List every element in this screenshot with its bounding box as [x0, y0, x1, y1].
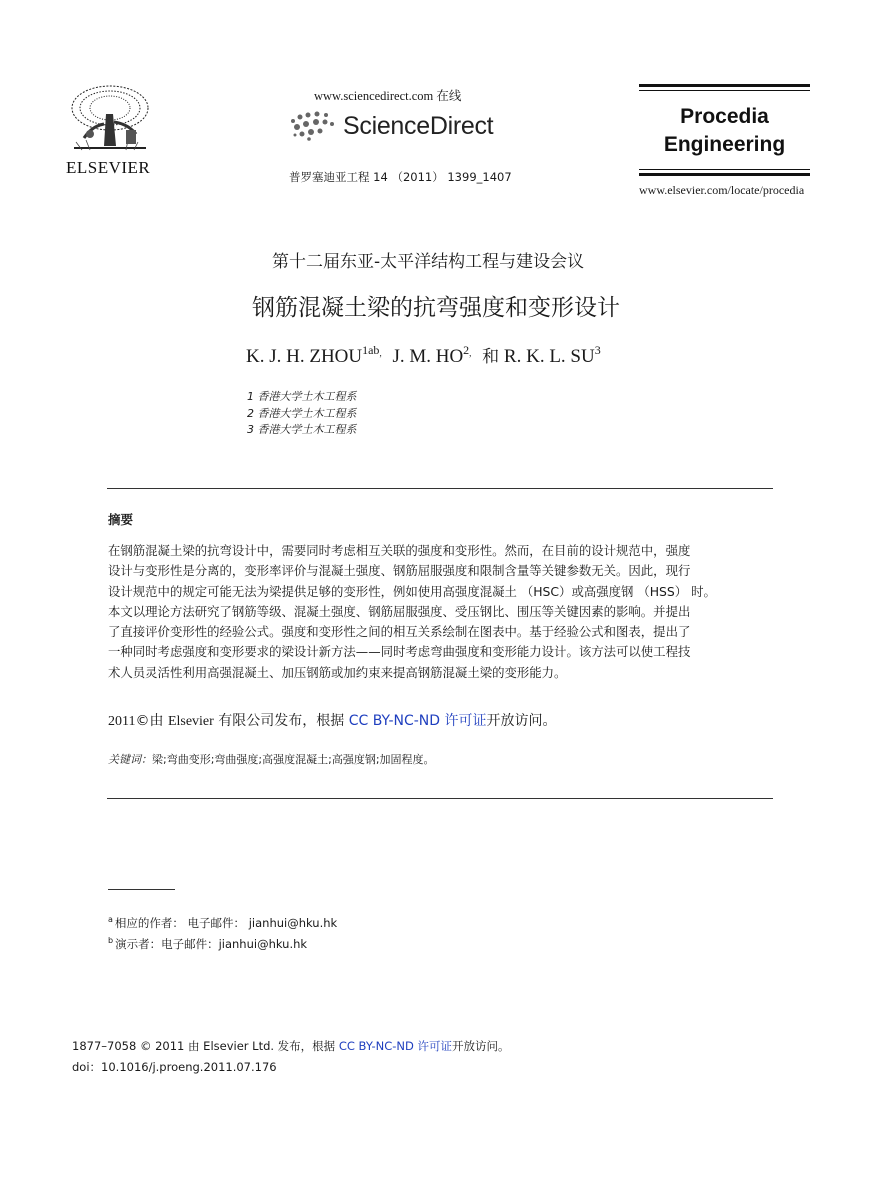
footnote-mark: a — [108, 915, 113, 924]
rule-top — [639, 84, 810, 87]
journal-title-line1: Procedia — [680, 105, 769, 128]
footnote-text: 演示者：电子邮件：jianhui@hku.hk — [115, 937, 308, 951]
abstract-text — [108, 541, 776, 683]
pub-year: 2011 — [108, 714, 136, 729]
footnotes — [108, 911, 337, 953]
keywords — [108, 751, 435, 767]
footnote-mark: b — [108, 936, 114, 945]
author-affil-mark: 3 — [594, 343, 601, 357]
abstract-heading: 摘要 — [108, 512, 134, 527]
elsevier-tree-icon — [66, 84, 154, 156]
author-separator: , — [469, 348, 472, 358]
sciencedirect-logo[interactable] — [289, 108, 493, 144]
sciencedirect-brand: ScienceDirect — [343, 111, 494, 140]
author-separator: , — [379, 348, 382, 358]
author-name: R. K. L. SU — [503, 346, 595, 367]
abstract-line: 设计规范中的规定可能无法为梁提供足够的变形性，例如使用高强度混凝土 （HSC）或高强度钢 （HSS） 时。 — [108, 583, 716, 599]
journal-title — [639, 103, 810, 159]
author-affil-mark: 2 — [463, 343, 470, 357]
pub-text: ©由 — [135, 713, 168, 729]
journal-title-box — [639, 84, 810, 176]
affiliation-item: 3 香港大学土木工程系 — [247, 423, 357, 436]
rule-bottom — [639, 173, 810, 176]
abstract-line: 术人员灵活性利用高强混凝土、加压钢筋或加约束来提高钢筋混凝土梁的变形能力。 — [108, 664, 567, 680]
author-affil-mark: 1ab — [362, 343, 380, 357]
affiliation-item: 2 香港大学土木工程系 — [247, 406, 357, 420]
publication-note — [108, 710, 557, 730]
abstract-line: 了直接评价变形性的经验公式。强度和变形性之间的相互关系绘制在图表中。基于经验公式和图表，提出了 — [108, 624, 691, 640]
author-conjunction: 和 — [482, 347, 500, 367]
author-name: K. J. H. ZHOU — [246, 346, 363, 367]
sciencedirect-dots-icon — [289, 111, 335, 141]
journal-url[interactable]: www.elsevier.com/locate/procedia — [639, 183, 805, 197]
pub-text: 开放访问。 — [486, 713, 557, 729]
author-name: J. M. HO — [392, 346, 464, 367]
journal-title-line2: Engineering — [663, 133, 786, 156]
footnote-rule — [108, 889, 175, 890]
affiliation-item: 1 香港大学土木工程系 — [247, 390, 357, 403]
conference-name: 第十二届东亚-太平洋结构工程与建设会议 — [272, 252, 585, 272]
sciencedirect-url[interactable]: www.sciencedirect.com 在线 — [314, 89, 462, 103]
article-title: 钢筋混凝土梁的抗弯强度和变形设计 — [252, 295, 620, 321]
affiliations — [247, 389, 357, 439]
elsevier-logo — [66, 84, 156, 178]
bottom-metadata — [72, 1036, 510, 1078]
keywords-list: 梁;弯曲变形;弯曲强度;高强度混凝土;高强度钢;加固程度。 — [152, 753, 435, 766]
abstract-line: 设计与变形性是分离的，变形率评价与混凝土强度、钢筋屈服强度和限制含量等关键参数无关。因此，现行 — [108, 563, 691, 579]
license-link[interactable]: CC BY-NC-ND 许可证 — [348, 713, 487, 729]
footnote-a — [108, 911, 337, 932]
issn-text: 1877–7058 © 2011 由 Elsevier Ltd. 发布，根据 — [72, 1039, 339, 1053]
divider-bottom — [107, 798, 773, 799]
author-list — [246, 342, 601, 368]
journal-citation: 普罗塞迪亚工程 14 （2011） 1399_1407 — [289, 170, 512, 184]
footnote-b — [108, 932, 337, 953]
issn-tail: 开放访问。 — [452, 1039, 510, 1053]
pub-publisher: Elsevier — [167, 714, 214, 729]
rule-top-thin — [639, 90, 810, 91]
footnote-text: 相应的作者： 电子邮件： jianhui@hku.hk — [114, 916, 338, 930]
bottom-license-link[interactable]: CC BY-NC-ND 许可证 — [338, 1039, 453, 1053]
abstract-line: 一种同时考虑强度和变形要求的梁设计新方法——同时考虑弯曲强度和变形能力设计。该方法可以使工程技 — [108, 644, 691, 660]
doi[interactable]: doi：10.1016/j.proeng.2011.07.176 — [72, 1060, 277, 1074]
abstract-line: 在钢筋混凝土梁的抗弯设计中，需要同时考虑相互关联的强度和变形性。然而，在目前的设计规范中，强度 — [108, 543, 691, 558]
rule-bottom-thin — [639, 169, 810, 170]
issn-line — [72, 1036, 510, 1057]
pub-text: 有限公司发布，根据 — [213, 713, 349, 729]
publisher-name: ELSEVIER — [66, 158, 151, 177]
keywords-label: 关键词： — [108, 753, 152, 766]
abstract-line: 本文以理论方法研究了钢筋等级、混凝土强度、钢筋屈服强度、受压钢比、围压等关键因素的影响。并提出 — [108, 603, 691, 619]
divider-top — [107, 488, 773, 489]
